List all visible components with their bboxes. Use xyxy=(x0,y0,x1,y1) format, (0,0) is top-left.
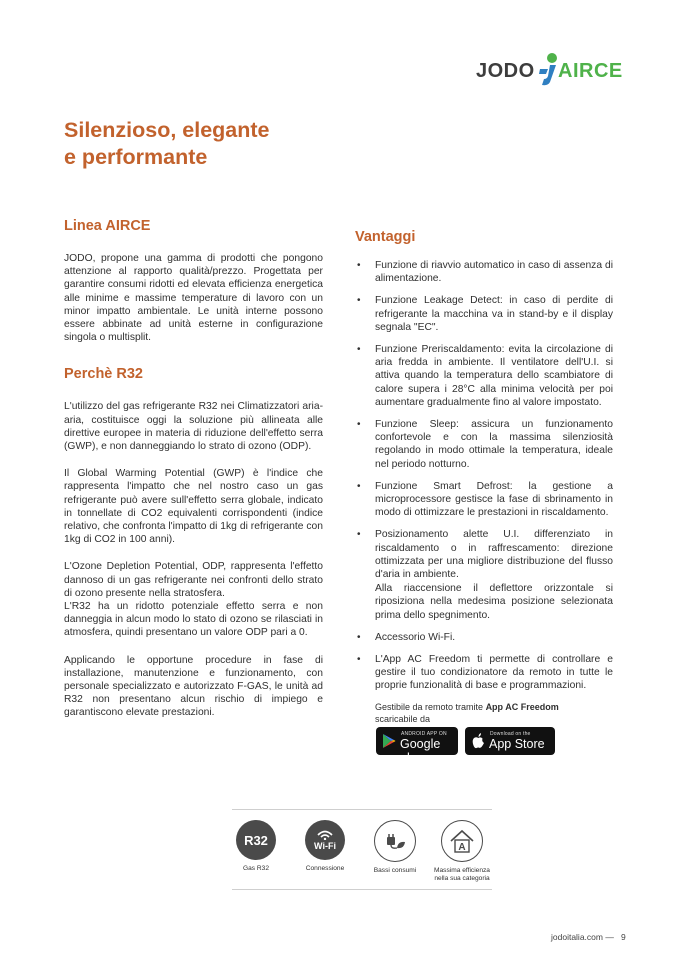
app-note: Gestibile da remoto tramite App AC Freedom scaricabile da xyxy=(375,702,559,724)
list-item: • Funzione Preriscaldamento: evita la circolazione di aria fredda in ambiente. Il ventilatore dell'U.I. si attiva quando la temperatura dello scambiatore di calore supera i 28°C alla minima velocità per poi aumentare gradualmente fino al valore impostato. xyxy=(357,344,613,408)
energy-house-icon xyxy=(441,820,483,862)
wifi-icon: Wi-Fi xyxy=(305,820,345,860)
r32-icon: R32 xyxy=(236,820,276,860)
app-name: App AC Freedom xyxy=(485,702,559,712)
feature-gas-r32 xyxy=(221,820,291,873)
footer-site-link[interactable]: jodoitalia.com xyxy=(551,932,603,942)
google-play-button[interactable]: ANDROID APP ON Google play xyxy=(376,727,458,755)
list-item: • Funzione di riavvio automatico in caso di assenza di alimentazione. xyxy=(357,260,613,285)
apple-icon xyxy=(472,733,485,749)
list-item: • Posizionamento alette U.I. differenziato in riscaldamento o in raffrescamento: direzione ottimizzata per una migliore distribuzione del flusso d'aria in ambiente. Alla riaccensione il deflettore orizzontale si riposiziona nella medesima posizione selezionata prima dello spegnimento. xyxy=(357,529,613,621)
feature-connessione xyxy=(290,820,360,873)
feature-label: Gas R32 xyxy=(242,865,270,872)
headline-line-1: Silenzioso, elegante xyxy=(64,118,270,142)
linea-airce-text: JODO, propone una gamma di prodotti che pongono attenzione al rapporto qualità/prezzo. Progettata per garantire consumi ridotti ed elevata efficienza energetica alle minime e massime temperature di lavoro con un minor impatto ambientale. Le unità interne possono essere abbinate ad unità esterne in configurazione singola o multisplit. xyxy=(64,253,323,344)
strip-divider-top xyxy=(232,809,492,810)
r32-paragraph-2: Il Global Warming Potential (GWP) è l'indice che rappresenta l'impatto che nel nostro caso un gas refrigerante può avere sull'effetto serra globale, indicato in tonnellate di CO2 equivalenti corrispondenti (indice relativo, che confronta l'impatto di 1kg di refrigerante con 1kg di CO2 in 100 anni). xyxy=(64,468,323,546)
list-item: • Funzione Leakage Detect: in caso di perdite di refrigerante la macchina va in stand-by e il display segnala "EC". xyxy=(357,295,613,333)
list-item: • Funzione Sleep: assicura un funzionamento confortevole e con la massima silenziosità regolando in modo ottimale la temperatura, ideale nel periodo notturno. xyxy=(357,419,613,470)
vantaggi-list xyxy=(355,259,613,693)
strip-divider-bottom xyxy=(232,889,492,890)
google-play-icon xyxy=(382,733,396,749)
r32-paragraph-3a: L'Ozone Depletion Potential, ODP, rappresenta l'effetto dannoso di un gas refrigerante nei confronti dello strato di ozono presente nella stratosfera. xyxy=(64,561,323,599)
r32-paragraph-3b: L'R32 ha un ridotto potenziale effetto serra e non danneggia in alcun modo lo stato di ozono se rilasciati in atmosfera, quindi presentano un valore ODP pari a 0. xyxy=(64,601,323,639)
brand-logo xyxy=(476,52,623,88)
app-store-button[interactable]: Download on the App Store xyxy=(465,727,555,755)
feature-label: Connessione xyxy=(305,865,345,872)
r32-paragraph-1: L'utilizzo del gas refrigerante R32 nei Climatizzatori aria-aria, costituisce oggi la soluzione più allineata alle direttive europee in materia di riduzione dell'effetto serra (GWP), e non danneggiando lo strato di ozono (ODP). xyxy=(64,401,323,453)
page-headline xyxy=(64,117,384,171)
linea-airce-heading: Linea AIRCE xyxy=(64,218,151,234)
feature-label: Bassi consumi xyxy=(373,867,417,874)
plug-leaf-icon xyxy=(374,820,416,862)
page-footer: jodoitalia.com — 9 xyxy=(551,932,626,942)
list-item: • L'App AC Freedom ti permette di controllare e gestire il tuo condizionatore da remoto in tutte le proprie funzionalità di base e programmazioni. xyxy=(357,654,613,692)
right-column xyxy=(355,229,613,702)
headline-line-2: e performante xyxy=(64,145,208,169)
list-item: • Funzione Smart Defrost: la gestione a microprocessore gestisce la fase di sbrinamento in modo di ottimizzare le prestazioni in riscaldamento. xyxy=(357,480,613,519)
feature-label: Massima efficienza nella sua categoria xyxy=(434,867,490,882)
bullet-extra-text: Alla riaccensione il deflettore orizzontale si riposiziona nella medesima posizione selezionata prima dello spegnimento. xyxy=(375,583,613,621)
logo-jodo-text: JODO xyxy=(476,60,535,82)
feature-massima-efficienza xyxy=(427,820,497,883)
r32-paragraph-4: Applicando le opportune procedure in fase di installazione, manutenzione e funzionamento, con personale specializzato e autorizzato F-GAS, le unità ad R32 non presentano alcun rischio di impiego e garantiscono elevate prestazioni. xyxy=(64,654,323,719)
feature-bassi-consumi xyxy=(360,820,430,875)
svg-text:A: A xyxy=(458,842,466,853)
logo-airce-text: AIRCE xyxy=(558,60,623,82)
left-column xyxy=(64,218,323,734)
logo-mark-icon xyxy=(536,52,560,88)
vantaggi-heading: Vantaggi xyxy=(355,229,416,245)
perche-r32-heading: Perchè R32 xyxy=(64,366,143,383)
list-item: • Accessorio Wi-Fi. xyxy=(357,631,456,643)
page-number: 9 xyxy=(620,932,626,942)
